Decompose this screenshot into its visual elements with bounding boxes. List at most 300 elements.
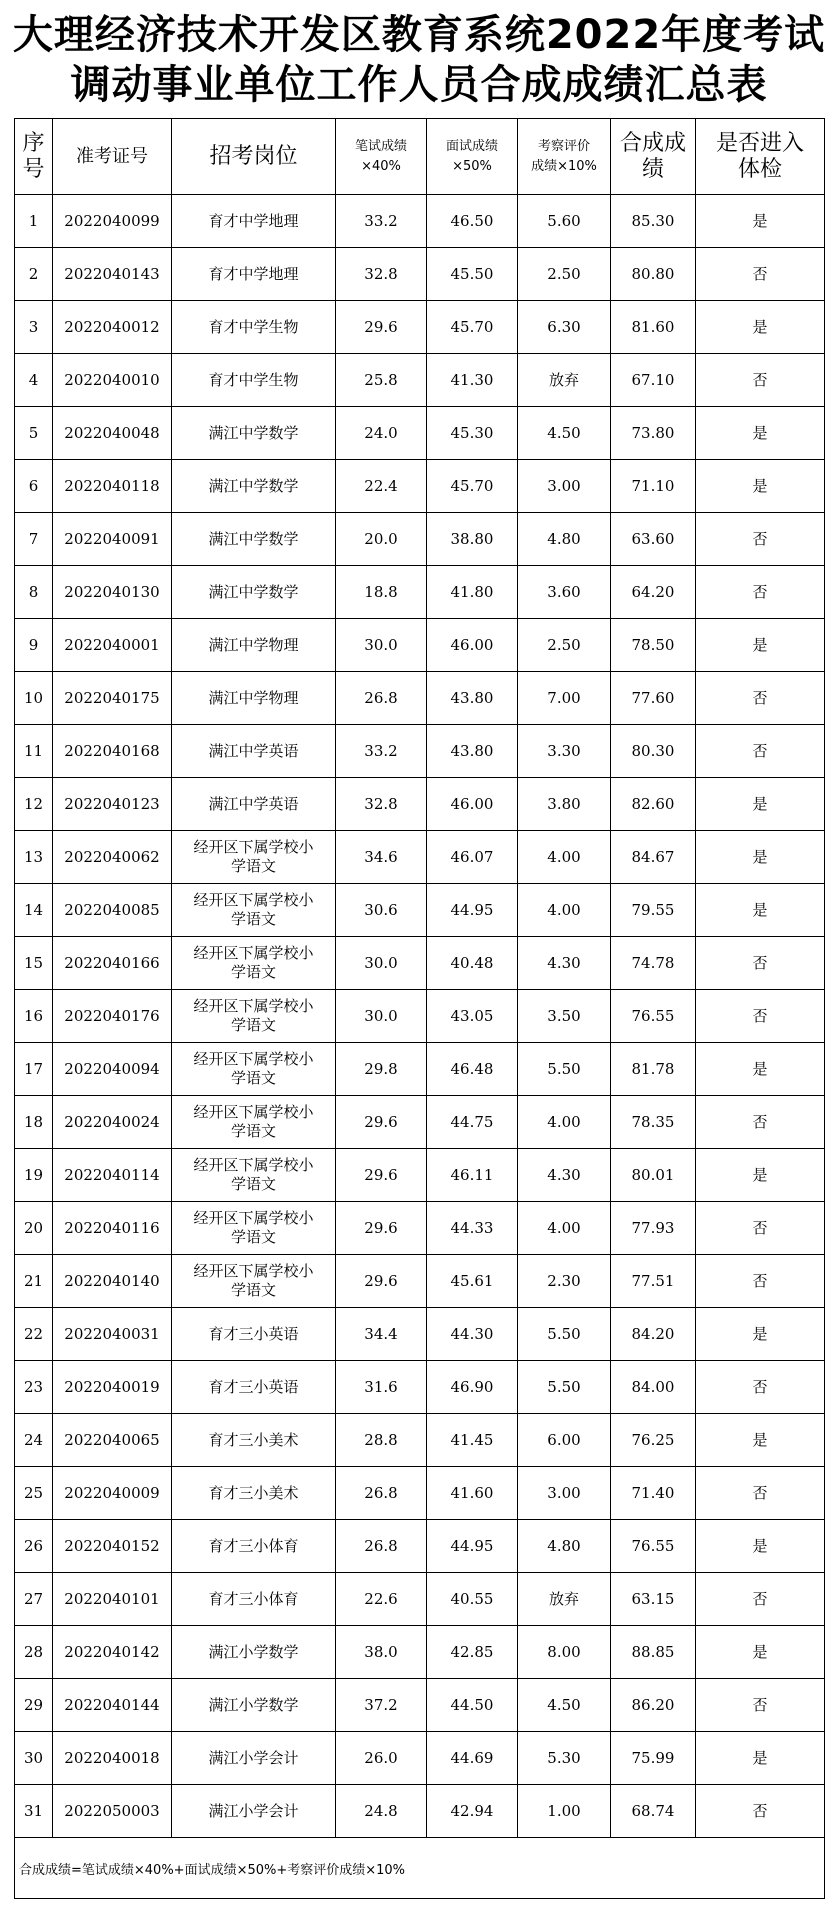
cell-seq: 7: [15, 513, 53, 566]
post-line-1: 满江中学数学: [208, 529, 299, 548]
post-line-1: 满江小学会计: [208, 1748, 299, 1767]
cell-eval-score: 4.00: [518, 831, 611, 884]
cell-written-score: 24.8: [336, 1785, 427, 1838]
cell-post: [172, 1308, 336, 1361]
cell-written-score: 33.2: [336, 725, 427, 778]
cell-eval-score: 4.00: [518, 1202, 611, 1255]
cell-medical-check: 是: [696, 884, 825, 937]
table-row: [15, 1043, 825, 1096]
post-line-2: 学语文: [230, 1228, 276, 1246]
cell-post: [172, 566, 336, 619]
post-line-1: 满江中学英语: [208, 741, 299, 760]
cell-medical-check: 否: [696, 937, 825, 990]
cell-interview-score: 38.80: [427, 513, 518, 566]
cell-seq: 11: [15, 725, 53, 778]
post-line-1: 经开区下属学校小: [193, 944, 314, 962]
table-row: [15, 301, 825, 354]
cell-exam-id: 2022040140: [53, 1255, 172, 1308]
cell-total-score: 63.60: [611, 513, 696, 566]
cell-eval-score: 3.30: [518, 725, 611, 778]
cell-interview-score: 44.75: [427, 1096, 518, 1149]
cell-eval-score: 6.00: [518, 1414, 611, 1467]
cell-seq: 19: [15, 1149, 53, 1202]
table-row: [15, 1679, 825, 1732]
cell-medical-check: 是: [696, 1626, 825, 1679]
cell-total-score: 77.51: [611, 1255, 696, 1308]
cell-post: [172, 1679, 336, 1732]
header-check: 是否进入 体检: [696, 119, 825, 195]
cell-medical-check: 是: [696, 195, 825, 248]
cell-exam-id: 2022040099: [53, 195, 172, 248]
table-row: [15, 1520, 825, 1573]
cell-medical-check: 是: [696, 460, 825, 513]
post-line-1: 育才中学地理: [208, 211, 299, 230]
cell-interview-score: 41.30: [427, 354, 518, 407]
footnote: 合成成绩=笔试成绩×40%+面试成绩×50%+考察评价成绩×10%: [15, 1838, 825, 1899]
cell-total-score: 84.67: [611, 831, 696, 884]
cell-medical-check: 是: [696, 407, 825, 460]
cell-seq: 30: [15, 1732, 53, 1785]
post-line-1: 经开区下属学校小: [193, 1209, 314, 1227]
post-line-1: 经开区下属学校小: [193, 1262, 314, 1280]
cell-total-score: 79.55: [611, 884, 696, 937]
post-line-1: 育才三小英语: [208, 1324, 299, 1343]
cell-written-score: 29.6: [336, 301, 427, 354]
cell-total-score: 74.78: [611, 937, 696, 990]
cell-seq: 13: [15, 831, 53, 884]
cell-seq: 23: [15, 1361, 53, 1414]
cell-written-score: 30.0: [336, 990, 427, 1043]
document-title: [0, 0, 838, 108]
cell-interview-score: 45.70: [427, 301, 518, 354]
cell-total-score: 76.25: [611, 1414, 696, 1467]
cell-total-score: 81.60: [611, 301, 696, 354]
post-line-1: 育才三小体育: [208, 1589, 299, 1608]
cell-written-score: 22.4: [336, 460, 427, 513]
cell-written-score: 20.0: [336, 513, 427, 566]
cell-interview-score: 43.80: [427, 725, 518, 778]
post-line-1: 经开区下属学校小: [193, 1103, 314, 1121]
cell-medical-check: 否: [696, 1255, 825, 1308]
cell-interview-score: 40.48: [427, 937, 518, 990]
cell-seq: 10: [15, 672, 53, 725]
post-line-1: 经开区下属学校小: [193, 997, 314, 1015]
cell-post: [172, 1467, 336, 1520]
post-line-1: 育才三小体育: [208, 1536, 299, 1555]
table-row: [15, 1626, 825, 1679]
cell-eval-score: 5.50: [518, 1308, 611, 1361]
cell-exam-id: 2022040142: [53, 1626, 172, 1679]
table-row: [15, 1414, 825, 1467]
post-line-1: 满江中学数学: [208, 476, 299, 495]
cell-interview-score: 44.33: [427, 1202, 518, 1255]
cell-medical-check: 是: [696, 831, 825, 884]
cell-written-score: 30.6: [336, 884, 427, 937]
cell-exam-id: 2022040166: [53, 937, 172, 990]
table-row: [15, 672, 825, 725]
table-row: [15, 195, 825, 248]
cell-exam-id: 2022040091: [53, 513, 172, 566]
cell-written-score: 29.6: [336, 1096, 427, 1149]
table-row: [15, 990, 825, 1043]
cell-total-score: 71.10: [611, 460, 696, 513]
cell-exam-id: 2022040101: [53, 1573, 172, 1626]
cell-eval-score: 4.00: [518, 884, 611, 937]
cell-post: [172, 1573, 336, 1626]
cell-eval-score: 2.30: [518, 1255, 611, 1308]
cell-eval-score: 6.30: [518, 301, 611, 354]
cell-total-score: 88.85: [611, 1626, 696, 1679]
table-row: [15, 1096, 825, 1149]
cell-exam-id: 2022040114: [53, 1149, 172, 1202]
cell-exam-id: 2022040019: [53, 1361, 172, 1414]
cell-post: [172, 990, 336, 1043]
cell-total-score: 68.74: [611, 1785, 696, 1838]
cell-post: [172, 301, 336, 354]
cell-medical-check: 是: [696, 1043, 825, 1096]
cell-post: [172, 619, 336, 672]
cell-exam-id: 2022040176: [53, 990, 172, 1043]
cell-interview-score: 40.55: [427, 1573, 518, 1626]
cell-post: [172, 195, 336, 248]
table-row: [15, 1573, 825, 1626]
cell-medical-check: 否: [696, 990, 825, 1043]
cell-medical-check: 否: [696, 1573, 825, 1626]
cell-interview-score: 44.30: [427, 1308, 518, 1361]
cell-written-score: 18.8: [336, 566, 427, 619]
cell-medical-check: 是: [696, 1308, 825, 1361]
table-row: [15, 1149, 825, 1202]
post-line-2: 学语文: [230, 1069, 276, 1087]
cell-eval-score: 3.00: [518, 460, 611, 513]
cell-exam-id: 2022040012: [53, 301, 172, 354]
cell-post: [172, 1043, 336, 1096]
cell-eval-score: 5.60: [518, 195, 611, 248]
cell-total-score: 84.20: [611, 1308, 696, 1361]
cell-written-score: 34.4: [336, 1308, 427, 1361]
table-row: [15, 831, 825, 884]
cell-interview-score: 46.00: [427, 778, 518, 831]
post-line-1: 育才三小美术: [208, 1483, 299, 1502]
cell-total-score: 76.55: [611, 990, 696, 1043]
cell-eval-score: 2.50: [518, 248, 611, 301]
cell-interview-score: 44.50: [427, 1679, 518, 1732]
cell-exam-id: 2022040085: [53, 884, 172, 937]
post-line-1: 满江中学数学: [208, 423, 299, 442]
post-line-1: 经开区下属学校小: [193, 1050, 314, 1068]
cell-exam-id: 2022040010: [53, 354, 172, 407]
cell-written-score: 31.6: [336, 1361, 427, 1414]
cell-eval-score: 放弃: [518, 1573, 611, 1626]
cell-seq: 16: [15, 990, 53, 1043]
cell-total-score: 71.40: [611, 1467, 696, 1520]
cell-seq: 9: [15, 619, 53, 672]
cell-eval-score: 4.50: [518, 407, 611, 460]
post-line-1: 满江小学会计: [208, 1801, 299, 1820]
cell-written-score: 29.6: [336, 1255, 427, 1308]
cell-seq: 5: [15, 407, 53, 460]
cell-seq: 4: [15, 354, 53, 407]
cell-written-score: 24.0: [336, 407, 427, 460]
cell-seq: 18: [15, 1096, 53, 1149]
cell-medical-check: 否: [696, 1785, 825, 1838]
table-row: [15, 937, 825, 990]
cell-seq: 3: [15, 301, 53, 354]
table-row: [15, 354, 825, 407]
cell-seq: 20: [15, 1202, 53, 1255]
cell-seq: 8: [15, 566, 53, 619]
table-row: [15, 1361, 825, 1414]
cell-exam-id: 2022040116: [53, 1202, 172, 1255]
cell-eval-score: 5.50: [518, 1043, 611, 1096]
cell-written-score: 30.0: [336, 619, 427, 672]
cell-written-score: 38.0: [336, 1626, 427, 1679]
cell-interview-score: 46.11: [427, 1149, 518, 1202]
cell-seq: 14: [15, 884, 53, 937]
cell-seq: 12: [15, 778, 53, 831]
cell-total-score: 77.93: [611, 1202, 696, 1255]
cell-post: [172, 672, 336, 725]
post-line-1: 育才中学生物: [208, 370, 299, 389]
cell-medical-check: 是: [696, 1732, 825, 1785]
cell-medical-check: 否: [696, 725, 825, 778]
cell-total-score: 64.20: [611, 566, 696, 619]
cell-interview-score: 45.50: [427, 248, 518, 301]
cell-written-score: 37.2: [336, 1679, 427, 1732]
cell-medical-check: 是: [696, 1149, 825, 1202]
table-row: [15, 778, 825, 831]
cell-total-score: 78.35: [611, 1096, 696, 1149]
cell-exam-id: 2022040130: [53, 566, 172, 619]
post-line-2: 学语文: [230, 857, 276, 875]
cell-written-score: 26.8: [336, 1467, 427, 1520]
table-row: [15, 725, 825, 778]
cell-interview-score: 43.80: [427, 672, 518, 725]
cell-medical-check: 否: [696, 248, 825, 301]
cell-written-score: 29.6: [336, 1202, 427, 1255]
cell-eval-score: 3.60: [518, 566, 611, 619]
cell-total-score: 84.00: [611, 1361, 696, 1414]
cell-seq: 26: [15, 1520, 53, 1573]
cell-seq: 6: [15, 460, 53, 513]
cell-interview-score: 44.69: [427, 1732, 518, 1785]
post-line-2: 学语文: [230, 1281, 276, 1299]
post-line-1: 满江中学物理: [208, 688, 299, 707]
post-line-2: 学语文: [230, 910, 276, 928]
cell-medical-check: 是: [696, 778, 825, 831]
cell-eval-score: 4.80: [518, 1520, 611, 1573]
cell-written-score: 32.8: [336, 778, 427, 831]
cell-medical-check: 否: [696, 1467, 825, 1520]
cell-medical-check: 否: [696, 672, 825, 725]
cell-medical-check: 否: [696, 1361, 825, 1414]
cell-exam-id: 2022040001: [53, 619, 172, 672]
post-line-1: 育才中学生物: [208, 317, 299, 336]
cell-written-score: 29.6: [336, 1149, 427, 1202]
cell-medical-check: 是: [696, 301, 825, 354]
post-line-2: 学语文: [230, 963, 276, 981]
cell-exam-id: 2022040024: [53, 1096, 172, 1149]
cell-post: [172, 1096, 336, 1149]
cell-post: [172, 1149, 336, 1202]
cell-post: [172, 884, 336, 937]
cell-exam-id: 2022040009: [53, 1467, 172, 1520]
cell-post: [172, 513, 336, 566]
cell-written-score: 33.2: [336, 195, 427, 248]
cell-exam-id: 2022040031: [53, 1308, 172, 1361]
header-total: 合成成 绩: [611, 119, 696, 195]
cell-total-score: 80.01: [611, 1149, 696, 1202]
table-row: [15, 407, 825, 460]
cell-total-score: 80.30: [611, 725, 696, 778]
cell-total-score: 85.30: [611, 195, 696, 248]
table-row: [15, 566, 825, 619]
cell-exam-id: 2022040143: [53, 248, 172, 301]
post-line-2: 学语文: [230, 1016, 276, 1034]
footnote-row: [15, 1838, 825, 1899]
cell-eval-score: 3.50: [518, 990, 611, 1043]
cell-seq: 29: [15, 1679, 53, 1732]
post-line-1: 育才三小美术: [208, 1430, 299, 1449]
cell-interview-score: 41.80: [427, 566, 518, 619]
cell-exam-id: 2022040123: [53, 778, 172, 831]
cell-eval-score: 放弃: [518, 354, 611, 407]
post-line-1: 经开区下属学校小: [193, 838, 314, 856]
cell-seq: 22: [15, 1308, 53, 1361]
cell-interview-score: 45.30: [427, 407, 518, 460]
cell-seq: 17: [15, 1043, 53, 1096]
cell-eval-score: 4.30: [518, 937, 611, 990]
cell-post: [172, 1785, 336, 1838]
cell-total-score: 76.55: [611, 1520, 696, 1573]
cell-post: [172, 1361, 336, 1414]
cell-medical-check: 否: [696, 1679, 825, 1732]
header-exam-id: 准考证号: [53, 119, 172, 195]
cell-exam-id: 2022040118: [53, 460, 172, 513]
post-line-1: 满江中学英语: [208, 794, 299, 813]
header-row: [15, 119, 825, 195]
cell-total-score: 67.10: [611, 354, 696, 407]
cell-post: [172, 248, 336, 301]
cell-written-score: 22.6: [336, 1573, 427, 1626]
cell-eval-score: 3.80: [518, 778, 611, 831]
cell-written-score: 26.0: [336, 1732, 427, 1785]
table-row: [15, 1467, 825, 1520]
cell-interview-score: 42.85: [427, 1626, 518, 1679]
cell-written-score: 34.6: [336, 831, 427, 884]
table-row: [15, 1785, 825, 1838]
post-line-1: 满江小学数学: [208, 1642, 299, 1661]
cell-seq: 31: [15, 1785, 53, 1838]
cell-total-score: 86.20: [611, 1679, 696, 1732]
cell-written-score: 26.8: [336, 672, 427, 725]
post-line-2: 学语文: [230, 1122, 276, 1140]
cell-exam-id: 2022040168: [53, 725, 172, 778]
cell-seq: 1: [15, 195, 53, 248]
cell-eval-score: 4.80: [518, 513, 611, 566]
cell-medical-check: 否: [696, 354, 825, 407]
table-row: [15, 1732, 825, 1785]
cell-eval-score: 8.00: [518, 1626, 611, 1679]
table-row: [15, 460, 825, 513]
cell-eval-score: 4.00: [518, 1096, 611, 1149]
cell-post: [172, 725, 336, 778]
cell-exam-id: 2022040065: [53, 1414, 172, 1467]
cell-eval-score: 5.50: [518, 1361, 611, 1414]
cell-exam-id: 2022040152: [53, 1520, 172, 1573]
cell-total-score: 81.78: [611, 1043, 696, 1096]
cell-interview-score: 46.50: [427, 195, 518, 248]
cell-eval-score: 2.50: [518, 619, 611, 672]
cell-medical-check: 是: [696, 1414, 825, 1467]
cell-exam-id: 2022040018: [53, 1732, 172, 1785]
cell-medical-check: 否: [696, 1202, 825, 1255]
post-line-1: 育才三小英语: [208, 1377, 299, 1396]
cell-exam-id: 2022040144: [53, 1679, 172, 1732]
post-line-1: 满江中学数学: [208, 582, 299, 601]
cell-written-score: 30.0: [336, 937, 427, 990]
post-line-1: 满江小学数学: [208, 1695, 299, 1714]
table-row: [15, 1202, 825, 1255]
cell-total-score: 78.50: [611, 619, 696, 672]
cell-post: [172, 407, 336, 460]
cell-seq: 27: [15, 1573, 53, 1626]
cell-medical-check: 是: [696, 619, 825, 672]
cell-eval-score: 4.50: [518, 1679, 611, 1732]
header-post: 招考岗位: [172, 119, 336, 195]
table-row: [15, 248, 825, 301]
cell-interview-score: 45.70: [427, 460, 518, 513]
cell-exam-id: 2022040048: [53, 407, 172, 460]
cell-eval-score: 3.00: [518, 1467, 611, 1520]
table-row: [15, 619, 825, 672]
cell-total-score: 75.99: [611, 1732, 696, 1785]
cell-written-score: 28.8: [336, 1414, 427, 1467]
post-line-1: 经开区下属学校小: [193, 891, 314, 909]
cell-seq: 24: [15, 1414, 53, 1467]
title-line-2: 调动事业单位工作人员合成成绩汇总表: [70, 62, 768, 108]
cell-interview-score: 46.90: [427, 1361, 518, 1414]
cell-total-score: 80.80: [611, 248, 696, 301]
cell-interview-score: 44.95: [427, 884, 518, 937]
cell-eval-score: 5.30: [518, 1732, 611, 1785]
cell-exam-id: 2022040094: [53, 1043, 172, 1096]
cell-exam-id: 2022040062: [53, 831, 172, 884]
cell-seq: 21: [15, 1255, 53, 1308]
cell-post: [172, 1255, 336, 1308]
cell-total-score: 77.60: [611, 672, 696, 725]
cell-total-score: 73.80: [611, 407, 696, 460]
cell-post: [172, 1626, 336, 1679]
post-line-2: 学语文: [230, 1175, 276, 1193]
cell-written-score: 32.8: [336, 248, 427, 301]
table-row: [15, 513, 825, 566]
cell-interview-score: 41.45: [427, 1414, 518, 1467]
cell-exam-id: 2022050003: [53, 1785, 172, 1838]
cell-interview-score: 46.48: [427, 1043, 518, 1096]
cell-seq: 2: [15, 248, 53, 301]
cell-interview-score: 44.95: [427, 1520, 518, 1573]
cell-post: [172, 354, 336, 407]
cell-post: [172, 937, 336, 990]
cell-post: [172, 1732, 336, 1785]
cell-post: [172, 1414, 336, 1467]
cell-interview-score: 41.60: [427, 1467, 518, 1520]
cell-post: [172, 831, 336, 884]
post-line-1: 育才中学地理: [208, 264, 299, 283]
cell-interview-score: 42.94: [427, 1785, 518, 1838]
cell-total-score: 63.15: [611, 1573, 696, 1626]
